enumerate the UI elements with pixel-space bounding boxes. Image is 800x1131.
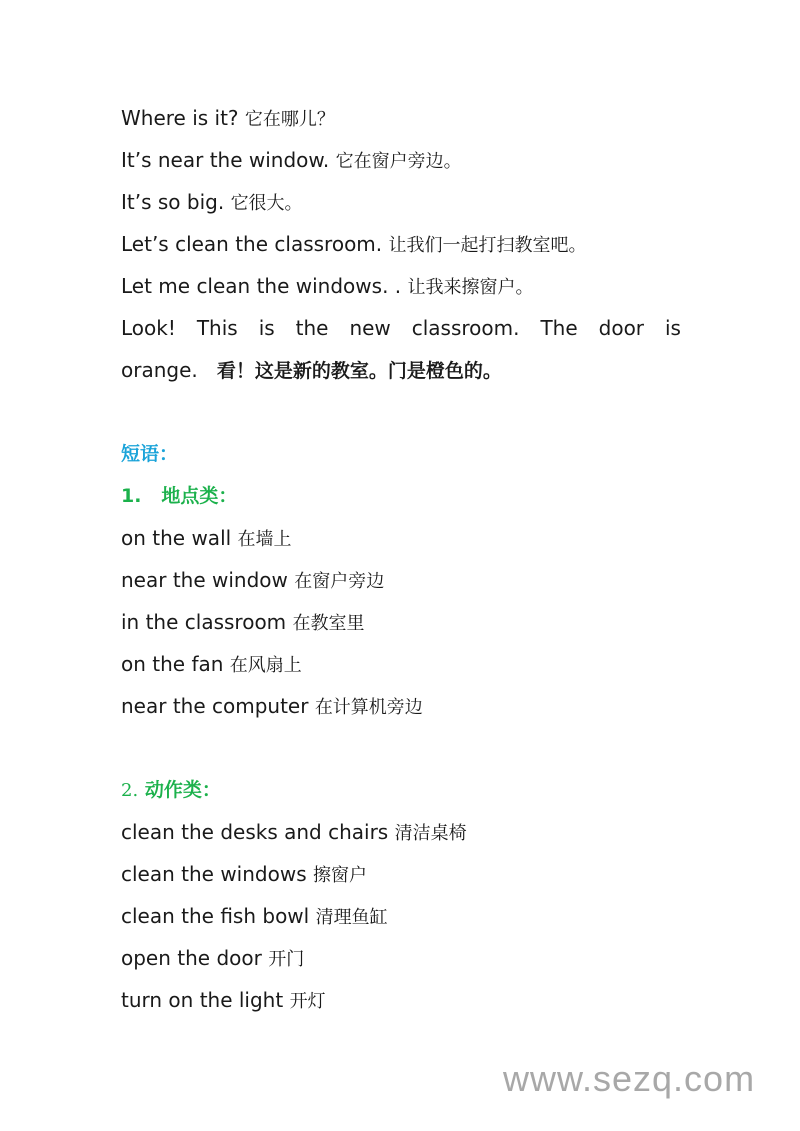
phrase-zh: 开灯: [289, 991, 326, 1012]
phrase-zh: 清理鱼缸: [315, 907, 388, 928]
sentence-en: It’s so big.: [121, 190, 225, 214]
long-sentence-line-2: [121, 349, 681, 391]
word: the: [295, 316, 329, 340]
word: This: [196, 316, 238, 340]
sentence-en: orange.: [121, 358, 198, 382]
phrase-item: [121, 979, 681, 1021]
word: Look!: [121, 316, 176, 340]
spacer: [121, 727, 681, 769]
sentence-en: It’s near the window.: [121, 148, 330, 172]
sentence-en: Let me clean the windows. .: [121, 274, 402, 298]
phrase-zh: 在风扇上: [229, 655, 302, 676]
phrase-en: turn on the light: [121, 988, 284, 1012]
phrase-en: near the window: [121, 568, 288, 592]
sentence-line: [121, 265, 681, 307]
phrase-en: clean the desks and chairs: [121, 820, 389, 844]
sentence-line: [121, 181, 681, 223]
sentence-zh: 它很大。: [230, 193, 303, 214]
group1-number: 1.: [121, 485, 142, 507]
phrase-zh: 擦窗户: [312, 865, 367, 886]
sentence-en: Where is it?: [121, 106, 239, 130]
word: new: [349, 316, 391, 340]
group1-title: 地点类：: [161, 485, 238, 507]
group2-heading: [121, 769, 681, 811]
phrase-zh: 开门: [268, 949, 305, 970]
sentence-line: [121, 139, 681, 181]
word: classroom.: [411, 316, 520, 340]
phrase-en: clean the windows: [121, 862, 307, 886]
phrase-zh: 在教室里: [292, 613, 365, 634]
sentence-zh: 让我们一起打扫教室吧。: [388, 235, 587, 256]
sentence-en: Let’s clean the classroom.: [121, 232, 383, 256]
word: is: [258, 316, 275, 340]
sentence-line: [121, 97, 681, 139]
phrase-en: open the door: [121, 946, 262, 970]
spacer: [121, 391, 681, 433]
phrase-en: near the computer: [121, 694, 309, 718]
phrase-item: [121, 685, 681, 727]
sentence-line: [121, 223, 681, 265]
group2-number: 2.: [121, 780, 139, 801]
group1-heading: [121, 475, 681, 517]
word: The: [540, 316, 578, 340]
phrase-item: [121, 559, 681, 601]
phrase-item: [121, 853, 681, 895]
sentence-zh: 它在窗户旁边。: [335, 151, 462, 172]
phrase-zh: 在墙上: [237, 529, 292, 550]
watermark-text: www.sezq.com: [503, 1058, 756, 1099]
document-body: [121, 97, 681, 1021]
phrase-en: on the fan: [121, 652, 224, 676]
sentence-zh: 让我来擦窗户。: [407, 277, 534, 298]
phrase-en: in the classroom: [121, 610, 287, 634]
group2-title: 动作类：: [144, 779, 221, 801]
sentence-zh: 看！这是新的教室。门是橙色的。: [216, 360, 502, 382]
phrase-zh: 在窗户旁边: [294, 571, 385, 592]
word: is: [665, 316, 681, 340]
phrase-item: [121, 895, 681, 937]
phrase-item: [121, 811, 681, 853]
phrase-zh: 清洁桌椅: [394, 823, 467, 844]
long-sentence-line-1: [121, 307, 681, 349]
phrase-zh: 在计算机旁边: [314, 697, 423, 718]
phrase-item: [121, 601, 681, 643]
phrase-item: [121, 643, 681, 685]
sentence-zh: 它在哪儿？: [244, 109, 335, 130]
phrase-item: [121, 937, 681, 979]
phrases-heading: 短语：: [121, 443, 179, 465]
phrase-en: clean the fish bowl: [121, 904, 310, 928]
phrase-en: on the wall: [121, 526, 232, 550]
phrase-item: [121, 517, 681, 559]
word: door: [598, 316, 645, 340]
